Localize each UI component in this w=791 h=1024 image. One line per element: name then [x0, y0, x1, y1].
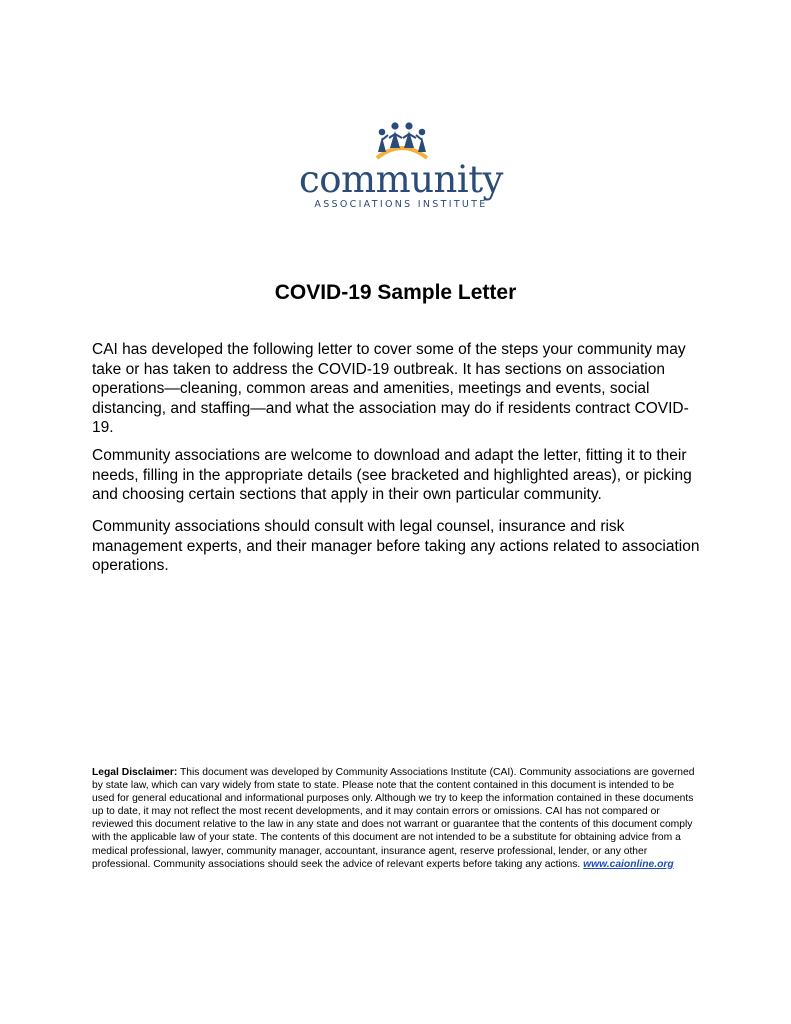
document-title: COVID-19 Sample Letter	[274, 281, 517, 304]
legal-disclaimer	[92, 766, 697, 871]
intro-paragraph: CAI has developed the following letter to cover some of the steps your community may take or has taken to address the COVID-19 outbreak. It has sections on association operations—cleaning, common areas and amenities, meetings and events, social distancing, and staffing—and what the association may do if residents contract COVID-19.	[92, 341, 689, 436]
community-people-icon	[374, 118, 430, 162]
disclaimer-label: Legal Disclaimer:	[92, 767, 178, 778]
logo-wordmark: community	[299, 158, 503, 201]
adapt-paragraph: Community associations are welcome to download and adapt the letter, fitting it to their needs, filling in the appropriate details (see bracketed and highlighted areas), or picking and choosing certain sections that apply in their own particular community.	[92, 447, 692, 503]
caionline-link[interactable]: www.caionline.org	[583, 858, 674, 870]
cai-logo	[290, 118, 512, 214]
logo-subtitle: ASSOCIATIONS INSTITUTE	[314, 199, 488, 210]
consult-paragraph: Community associations should consult with legal counsel, insurance and risk management experts, and their manager before taking any actions related to association operations.	[92, 518, 700, 574]
disclaimer-text: This document was developed by Community Associations Institute (CAI). Community associations are governed by state law, which can vary widely from state to state. Please note that the content contained in this document is intended to be used for general educational and informational purposes only. Although we try to keep the information contained in these documents up to date, it may not reflect the most recent developments, and it may contain errors or omissions. CAI has not compared or reviewed this document relative to the law in any state and does not warrant or guarantee that the contents of this document comply with the applicable law of your state. The contents of this document are not intended to be a substitute for obtaining advice from a medical professional, lawyer, community manager, accountant, insurance agent, reserve professional, lender, or any other professional. Community associations should seek the advice of relevant experts before taking any actions.	[92, 767, 695, 870]
